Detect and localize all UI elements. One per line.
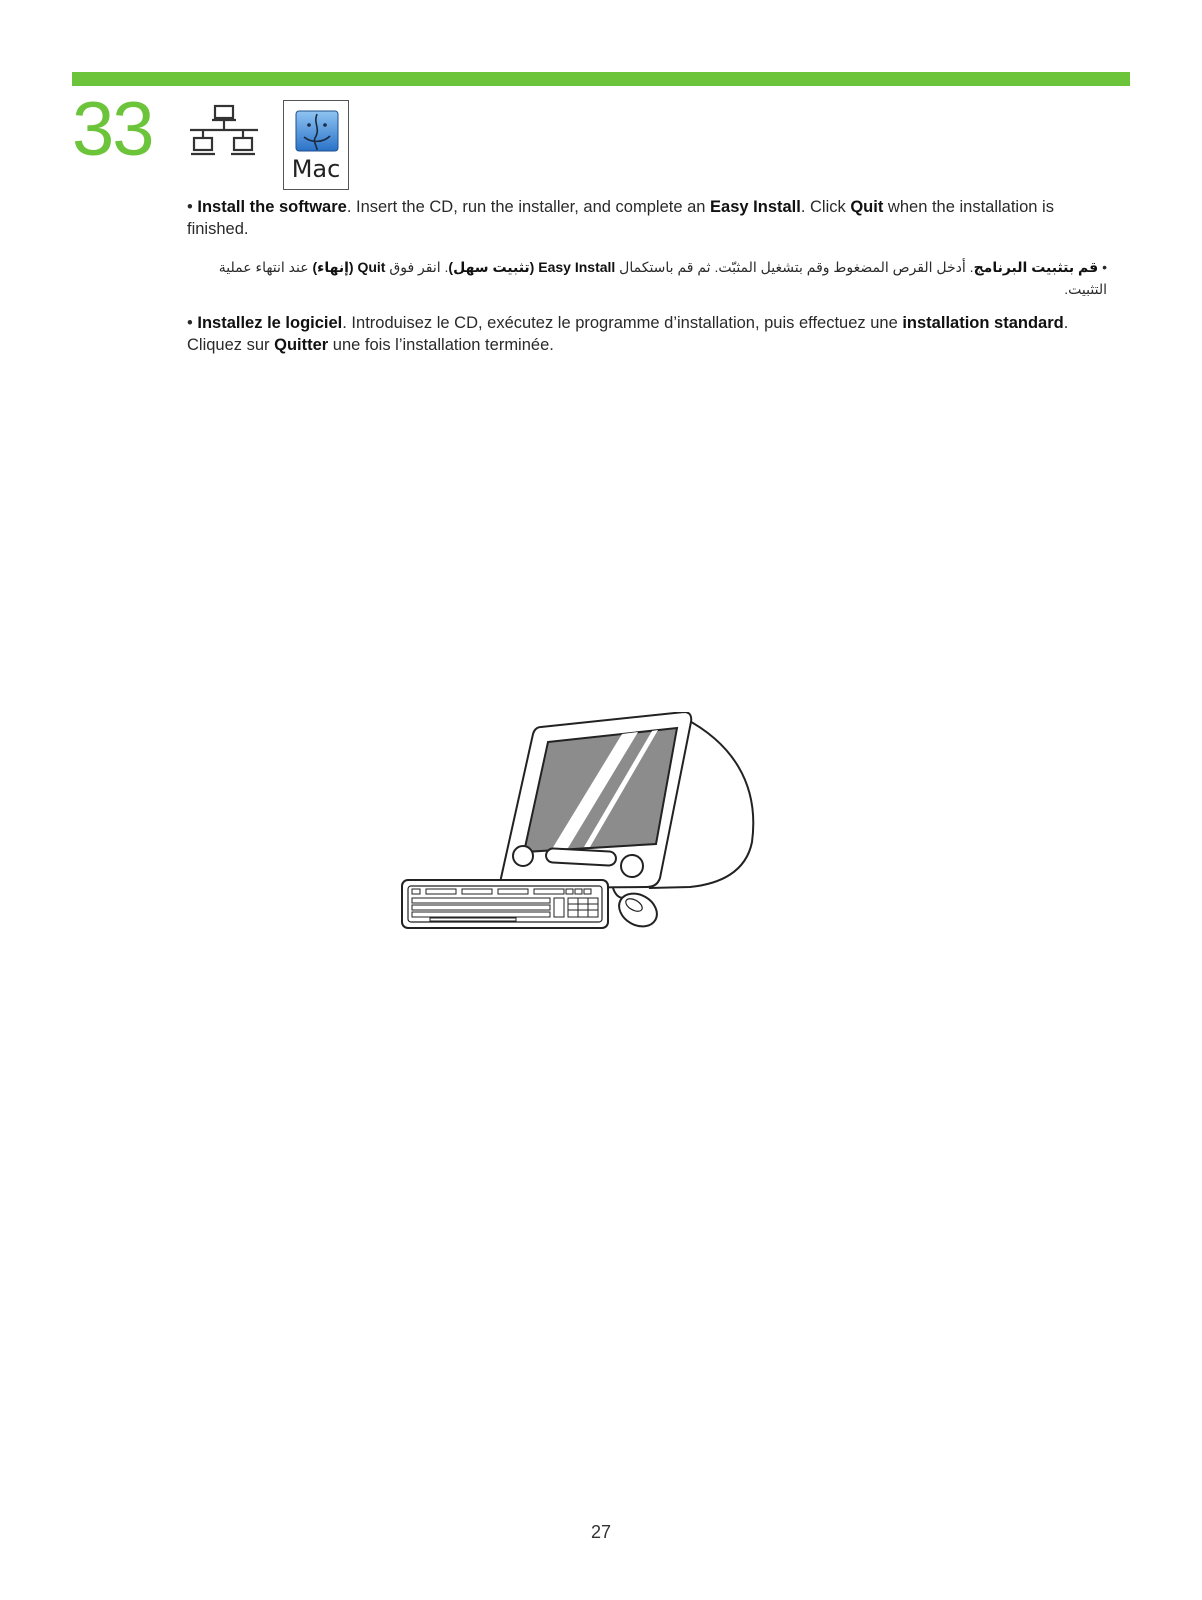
quit-term: Quitter xyxy=(274,336,329,354)
install-software-heading: قم بتثبيت البرنامج xyxy=(973,259,1099,275)
easy-install-term: installation standard xyxy=(902,314,1064,332)
mac-badge xyxy=(283,100,349,190)
instruction-text: when the installation is finished. xyxy=(187,198,1054,238)
quit-term: Quit (إنهاء) xyxy=(312,259,386,275)
instruction-text: . أدخل القرص المضغوط وقم بتشغيل المثبّت. ثم قم باستكمال xyxy=(615,259,974,275)
bullet: • xyxy=(187,198,193,216)
step-number: 33 xyxy=(72,87,153,172)
instruction-text: . Introduisez le CD, exécutez le programme d’installation, puis effectuez une xyxy=(342,314,903,332)
easy-install-term: Easy Install (تثبيت سهل) xyxy=(448,259,616,275)
page-number: 27 xyxy=(590,1522,612,1542)
network-icon xyxy=(188,104,260,162)
arabic-instructions xyxy=(187,256,1107,300)
mac-label: Mac xyxy=(291,155,341,183)
instruction-text: عند انتهاء عملية التثبيت. xyxy=(218,259,1107,297)
bullet: • xyxy=(1102,259,1107,275)
instruction-text: . انقر فوق xyxy=(385,259,449,275)
instruction-text: . Click xyxy=(800,198,851,216)
install-software-heading: Installez le logiciel xyxy=(197,314,343,332)
english-instructions xyxy=(187,196,1107,240)
instruction-text: une fois l’installation terminée. xyxy=(328,336,554,354)
bullet: • xyxy=(187,314,193,332)
instruction-text: . Insert the CD, run the installer, and complete an xyxy=(346,198,711,216)
french-instructions xyxy=(187,312,1107,356)
mac-finder-icon xyxy=(295,110,339,152)
instruction-text: . Cliquez sur xyxy=(187,314,1069,354)
quit-term: Quit xyxy=(850,198,884,216)
header-accent-bar xyxy=(72,72,1130,86)
emac-illustration xyxy=(400,712,770,944)
easy-install-term: Easy Install xyxy=(710,198,801,216)
install-software-heading: Install the software xyxy=(197,198,347,216)
